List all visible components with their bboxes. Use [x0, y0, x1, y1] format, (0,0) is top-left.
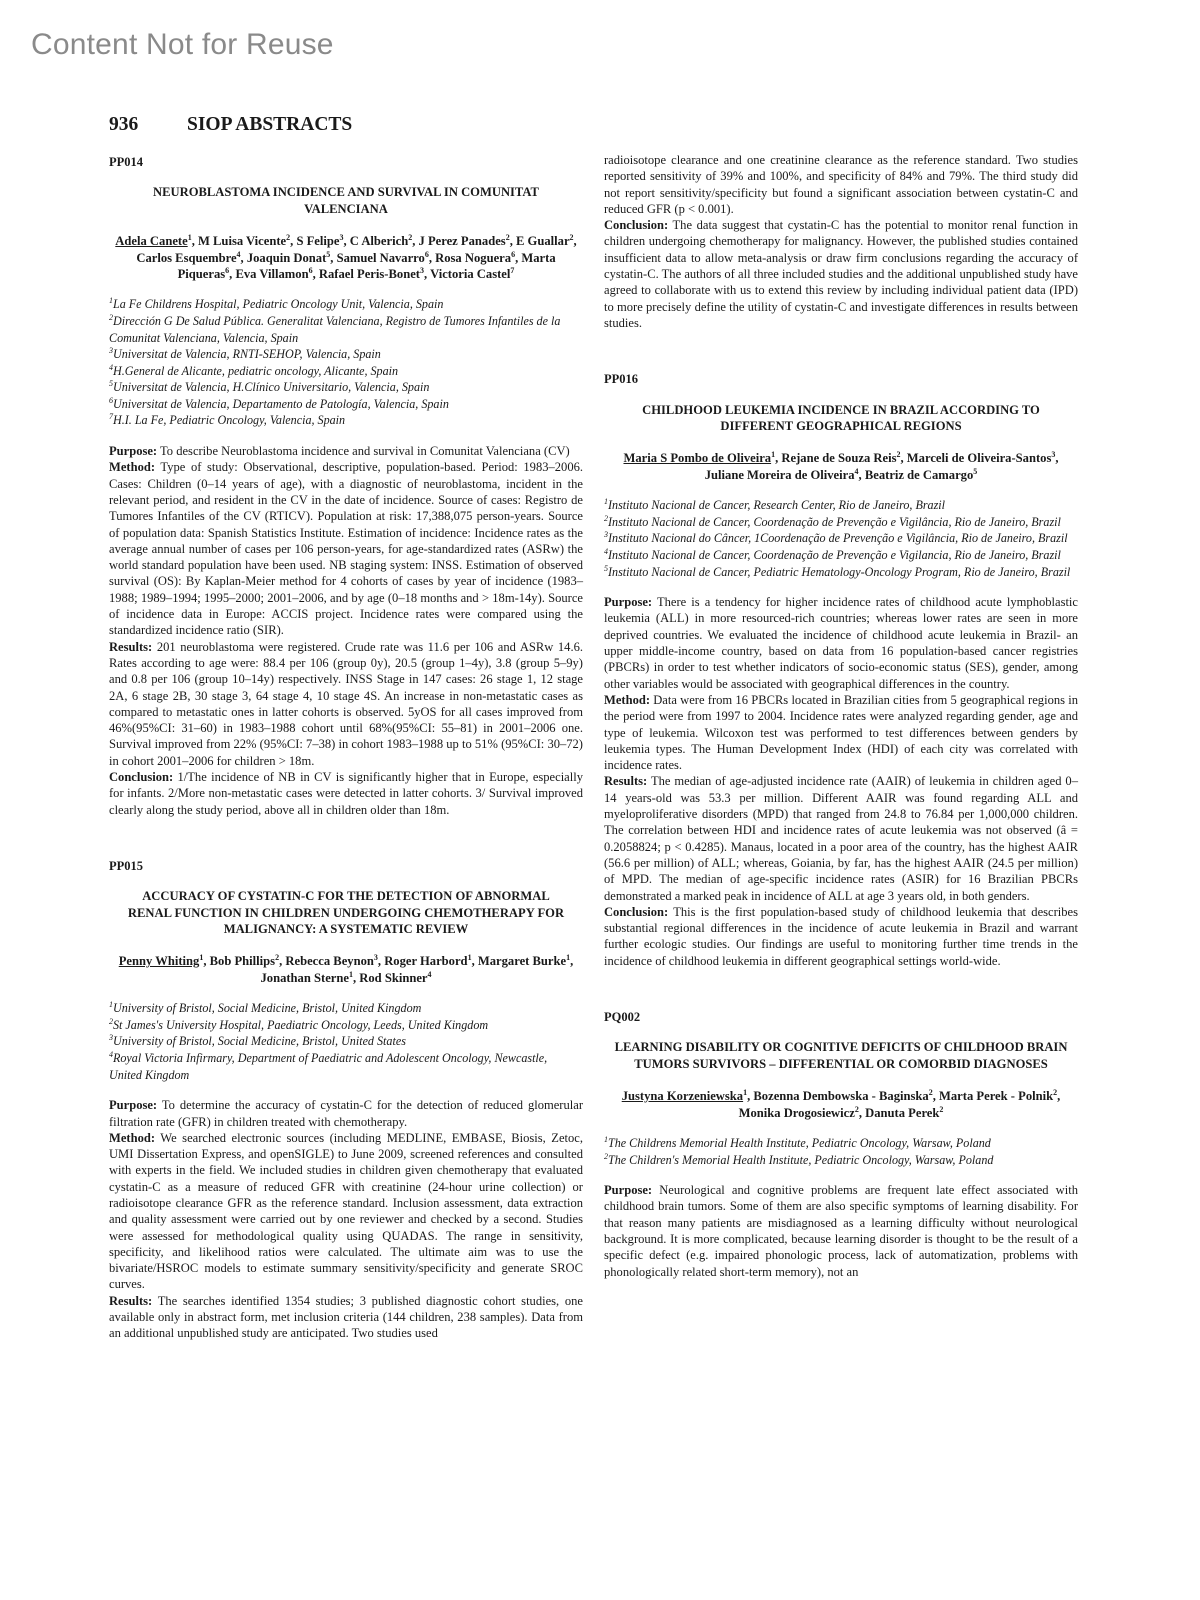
- author-name: Samuel Navarro: [336, 250, 425, 265]
- affiliation-text: Instituto Nacional de Cancer, Research Center, Rio de Janeiro, Brazil: [608, 498, 946, 513]
- affiliation-item: [109, 346, 583, 363]
- section-paragraph: [109, 443, 583, 459]
- section-paragraph: [109, 1130, 583, 1293]
- continued-results-text: radioisotope clearance and one creatinine clearance as the reference standard. Two studies reported sensitivity of 39% and 100%, and specificity of 84% and 79%. The third study did not report sensitivity/specificity but found a significant association between cystatin-C and reduced GFR (p < 0.001).: [604, 153, 1078, 216]
- author-name: E Guallar: [516, 234, 570, 249]
- author-name: S Felipe: [296, 234, 340, 249]
- affiliation-mark: 2: [408, 233, 413, 243]
- affiliation-text: University of Bristol, Social Medicine, Bristol, United States: [113, 1034, 406, 1049]
- affiliation-mark: 4: [427, 969, 432, 979]
- section-label: Purpose:: [109, 1098, 158, 1113]
- abstract-title: LEARNING DISABILITY OR COGNITIVE DEFICITS OF CHILDHOOD BRAIN TUMORS SURVIVORS – DIFFERENTIAL OR COMORBID DIAGNOSES: [614, 1040, 1068, 1071]
- affiliation-item: [604, 1135, 1078, 1152]
- author-name: Marta Piqueras: [177, 250, 556, 281]
- affiliation-mark: 3: [419, 265, 424, 275]
- section-label: Conclusion:: [604, 218, 669, 233]
- author-name: Juliane Moreira de Oliveira: [704, 467, 855, 482]
- section-text: We searched electronic sources (including MEDLINE, EMBASE, Biosis, Zetoc, UMI Dissertation Express, and openSIGLE) to June 2009, screened references and consulted with experts in the field. We included studies in children given chemotherapy that evaluated cystatin-C as a measure of reduced GFR with creatinine (24-hour urine collection) or radioisotope clearance GFR as the reference standard. Inclusion assessment, data extraction and quality assessment were carried out by one reviewer and checked by a second. Studies were assessed for methodological quality using QUADAS. The range in sensitivity, specificity, and likelihood ratios were calculated. The ultimate aim was to use the bivariate/HSROC models to estimate summary sensitivity/specificity and generate SROC curves.: [109, 1130, 583, 1292]
- watermark-text: Content Not for Reuse: [31, 28, 334, 61]
- affiliation-text: The Children's Memorial Health Institute, Pediatric Oncology, Warsaw, Poland: [608, 1152, 994, 1167]
- affiliation-number: 1: [109, 296, 113, 306]
- affiliation-item: [604, 497, 1078, 514]
- affiliation-number: 7: [109, 412, 113, 422]
- author-name: Rebecca Beynon: [285, 954, 374, 969]
- affiliation-mark: 7: [510, 265, 515, 275]
- affiliation-number: 5: [604, 563, 608, 573]
- author-name: C Alberich: [349, 234, 409, 249]
- abstract-pp015: [109, 858, 583, 1342]
- author-name: Bozenna Dembowska - Baginska: [753, 1089, 929, 1104]
- section-paragraph: [604, 594, 1078, 692]
- affiliation-mark: 2: [569, 233, 574, 243]
- affiliation-mark: 3: [1051, 450, 1056, 460]
- affiliation-item: [109, 1000, 583, 1017]
- section-label: Results:: [604, 774, 648, 789]
- section-text: The median of age-adjusted incidence rate (AAIR) of leukemia in children aged 0–14 years-old was 53.3 per million. Different AAIR was found regarding ALL and myeloproliferative disorders (MPD) that ranged from 24.8 to 76.84 per 1,000,000 children. The correlation between HDI and incidence rates of acute leukemia was not observed (â = 0.2058824; p < 0.4285). Manaus, located in a poor area of the country, has the highest AAIR (56.6 per million) of ALL; whereas, Goiania, by far, has the highest AAIR (24.5 per million) of MPD. The median of age-specific incidence rates (ASIR) for 16 Brazilian PBCRs demonstrated a marked peak in incidence of ALL at age 3 years old, in both genders.: [604, 774, 1078, 903]
- author-name: Rejane de Souza Reis: [781, 451, 897, 466]
- section-label: Method:: [109, 460, 155, 475]
- section-label: Purpose:: [109, 444, 158, 459]
- affiliation-number: 1: [109, 1000, 113, 1010]
- author-name: Eva Villamon: [235, 266, 309, 281]
- abstract-title: ACCURACY OF CYSTATIN-C FOR THE DETECTION OF ABNORMAL RENAL FUNCTION IN CHILDREN UNDERGOING CHEMOTHERAPY FOR MALIGNANCY: A SYSTEMATIC REVIEW: [127, 889, 565, 937]
- left-column: [109, 154, 583, 1342]
- author-name: J Perez Panades: [418, 234, 506, 249]
- section-text: 1/The incidence of NB in CV is significantly higher that in Europe, especially for infants. 2/More non-metastatic cases were detected in latter cohorts. 3/ Survival improved clearly along the study period, above all in children older than 18m.: [109, 770, 583, 817]
- author-name: Danuta Perek: [865, 1105, 940, 1120]
- presenting-author: Justyna Korzeniewska: [621, 1089, 744, 1104]
- affiliation-number: 2: [109, 1016, 113, 1026]
- affiliation-number: 1: [604, 1134, 608, 1144]
- affiliation-item: [604, 547, 1078, 564]
- author-name: Joaquin Donat: [246, 250, 327, 265]
- affiliation-mark: 2: [1053, 1088, 1058, 1098]
- presenting-author: Maria S Pombo de Oliveira: [623, 451, 772, 466]
- affiliation-text: Instituto Nacional de Cancer, Pediatric Hematology-Oncology Program, Rio de Janeiro, Brazil: [608, 564, 1071, 579]
- affiliation-mark: 1: [743, 1088, 748, 1098]
- affiliation-mark: 1: [771, 450, 776, 460]
- affiliation-mark: 2: [928, 1088, 933, 1098]
- section-paragraph: [109, 459, 583, 638]
- affiliation-text: La Fe Childrens Hospital, Pediatric Oncology Unit, Valencia, Spain: [113, 297, 444, 312]
- affiliation-number: 2: [109, 312, 113, 322]
- author-name: Beatriz de Camargo: [864, 467, 974, 482]
- affiliation-mark: 6: [225, 265, 230, 275]
- affiliation-mark: 6: [511, 249, 516, 259]
- abstract-id: PQ002: [604, 1009, 641, 1024]
- affiliation-mark: 4: [236, 249, 241, 259]
- author-list: Penny Whiting$^1$, Bob Phillips$^2$, Rebecca Beynon$^3$, Roger Harbord$^1$, Margaret Burke$^1$, Jonathan Sterne$^1$, Rod Skinner$^4$: [118, 953, 574, 985]
- affiliation-number: 3: [109, 1033, 113, 1043]
- author-name: M Luisa Vicente: [198, 234, 287, 249]
- affiliation-mark: 3: [339, 233, 344, 243]
- affiliation-number: 4: [109, 362, 113, 372]
- affiliation-item: [109, 1017, 583, 1034]
- affiliation-item: [604, 530, 1078, 547]
- section-label: Conclusion:: [109, 770, 174, 785]
- affiliation-number: 1: [604, 497, 608, 507]
- pp015-continued: [604, 217, 1078, 331]
- author-name: Marta Perek - Polnik: [939, 1089, 1054, 1104]
- affiliation-item: [604, 514, 1078, 531]
- affiliation-item: [109, 1050, 583, 1083]
- affiliation-item: [604, 564, 1078, 581]
- affiliation-mark: 1: [199, 953, 204, 963]
- affiliation-text: Universitat de Valencia, H.Clínico Universitario, Valencia, Spain: [113, 380, 430, 395]
- author-list: Justyna Korzeniewska$^1$, Bozenna Dembowska - Baginska$^2$, Marta Perek - Polnik$^2$, Monika Drogosiewicz$^2$, Danuta Perek$^2$: [621, 1088, 1061, 1120]
- author-list: Maria S Pombo de Oliveira$^1$, Rejane de Souza Reis$^2$, Marceli de Oliveira-Santos$^3$, Juliane Moreira de Oliveira$^4$, Beatriz de Camargo$^5$: [623, 450, 1059, 482]
- author-name: Victoria Castel: [430, 266, 511, 281]
- affiliation-mark: 2: [854, 1104, 859, 1114]
- affiliation-list: [109, 1000, 583, 1083]
- journal-title: SIOP ABSTRACTS: [187, 114, 353, 135]
- author-name: Monika Drogosiewicz: [738, 1105, 855, 1120]
- affiliation-item: [109, 363, 583, 380]
- section-label: Purpose:: [604, 1183, 653, 1198]
- section-label: Conclusion:: [604, 904, 669, 919]
- author-name: Rafael Peris-Bonet: [318, 266, 420, 281]
- author-name: Jonathan Sterne: [260, 970, 349, 985]
- affiliation-text: The Childrens Memorial Health Institute, Pediatric Oncology, Warsaw, Poland: [608, 1135, 991, 1150]
- author-name: Marceli de Oliveira-Santos: [906, 451, 1052, 466]
- section-label: Results:: [109, 639, 153, 654]
- presenting-author: Penny Whiting: [118, 954, 200, 969]
- affiliation-number: 3: [109, 346, 113, 356]
- affiliation-text: H.General de Alicante, pediatric oncology, Alicante, Spain: [113, 363, 399, 378]
- affiliation-number: 2: [604, 1151, 608, 1161]
- affiliation-item: [109, 1033, 583, 1050]
- running-header: [109, 114, 352, 136]
- author-name: Roger Harbord: [384, 954, 468, 969]
- abstract-title: CHILDHOOD LEUKEMIA INCIDENCE IN BRAZIL ACCORDING TO DIFFERENT GEOGRAPHICAL REGIONS: [642, 402, 1040, 433]
- affiliation-mark: 2: [286, 233, 291, 243]
- affiliation-mark: 3: [373, 953, 378, 963]
- affiliation-number: 4: [109, 1050, 113, 1060]
- affiliation-text: University of Bristol, Social Medicine, Bristol, United Kingdom: [113, 1001, 422, 1016]
- abstract-pq002: [604, 1009, 1078, 1280]
- affiliation-text: Instituto Nacional do Câncer, 1Coordenação de Prevenção e Vigilância, Rio de Janeiro, Brazil: [608, 531, 1068, 546]
- author-name: Rosa Noguera: [435, 250, 512, 265]
- affiliation-text: H.I. La Fe, Pediatric Oncology, Valencia, Spain: [113, 413, 346, 428]
- affiliation-mark: 1: [467, 953, 472, 963]
- affiliation-text: Universitat de Valencia, Departamento de Patología, Valencia, Spain: [113, 396, 449, 411]
- affiliation-list: [604, 497, 1078, 580]
- affiliation-mark: 6: [308, 265, 313, 275]
- affiliation-mark: 2: [275, 953, 280, 963]
- section-text: There is a tendency for higher incidence rates of childhood acute lymphoblastic leukemia (ALL) in more resourced-rich countries; whereas lower rates are seen in more deprived countries. We evaluated the incidence of childhood acute leukemia in Brazil- an upper middle-income country, based on data from 16 population-based cancer registries (PBCRs) in order to test whether indicators of socio-economic status (SES), gender, among other variables would be associated with geographical differences in the country.: [604, 595, 1078, 691]
- affiliation-text: Instituto Nacional de Cancer, Coordenação de Prevenção e Vigilância, Rio de Janeiro, Brazil: [608, 514, 1061, 529]
- author-name: Bob Phillips: [209, 954, 276, 969]
- affiliation-mark: 1: [348, 969, 353, 979]
- abstract-id: PP015: [109, 858, 144, 873]
- abstract-pp014: [109, 154, 583, 818]
- section-paragraph: [604, 692, 1078, 773]
- section-text: This is the first population-based study of childhood leukemia that describes substantial regional differences in the incidence of acute leukemia in Brazil and warrant further ecologic studies. Our findings are useful to monitoring further time trends in the incidence of childhood leukemia in different geographical settings world-wide.: [604, 904, 1078, 968]
- affiliation-text: Instituto Nacional de Cancer, Coordenação de Prevenção e Vigilancia, Rio de Janeiro, Brazil: [608, 547, 1061, 562]
- abstract-id: PP014: [109, 155, 144, 169]
- affiliation-list: [604, 1135, 1078, 1168]
- section-paragraph: [109, 1097, 583, 1130]
- section-paragraph: [109, 639, 583, 769]
- section-paragraph: [109, 1293, 583, 1342]
- affiliation-number: 4: [604, 546, 608, 556]
- page-number: 936: [109, 114, 139, 135]
- section-label: Method:: [109, 1130, 155, 1145]
- section-paragraph: [604, 217, 1078, 331]
- author-list: Adela Canete$^1$, M Luisa Vicente$^2$, S Felipe$^3$, C Alberich$^2$, J Perez Panades$^2$, E Guallar$^2$, Carlos Esquembre$^4$, Joaquin Donat$^5$, Samuel Navarro$^6$, Rosa Noguera$^6$, Marta Piqueras$^6$, Eva Villamon$^6$, Rafael Peris-Bonet$^3$, Victoria Castel$^7$: [115, 233, 577, 281]
- affiliation-mark: 2: [939, 1104, 944, 1114]
- affiliation-mark: 2: [896, 450, 901, 460]
- affiliation-number: 2: [604, 513, 608, 523]
- section-text: To describe Neuroblastoma incidence and survival in Comunitat Valenciana (CV): [160, 444, 570, 459]
- affiliation-number: 3: [604, 530, 608, 540]
- section-text: Type of study: Observational, descriptive, population-based. Period: 1983–2006. Cases: Children (0–14 years of age), with a diagnostic of neuroblastoma, incident in the relevant period, and resident in the CV in the date of incidence. Source of cases: Registro de Tumores Infantiles of the CV (RTICV). Population at risk: 17,388,075 person-years. Source of population data: Spanish Statistics Institute. Estimation of incidence: Incidence rates as the average annual number of cases per 106 person-years, for age-standardized rates (ASRw) the world standard population have been used. NB staging system: INSS. Estimation of observed survival (OS): By Kaplan-Meier method for 4 cohorts of cases by year of incidence (1983–1988; 1989–1994; 1995–2000; 2001–2006, and by age (0–18 months and > 18m-14y). Source of incidence data in Europe: ACCIS project. Incidence rates were compared using the standardized incidence ratio (SIR).: [109, 460, 583, 638]
- abstract-id: PP016: [604, 372, 639, 387]
- affiliation-item: [109, 412, 583, 429]
- affiliation-mark: 5: [326, 249, 331, 259]
- affiliation-mark: 1: [187, 233, 192, 243]
- abstract-pp016: [604, 371, 1078, 969]
- affiliation-number: 6: [109, 395, 113, 405]
- affiliation-text: Royal Victoria Infirmary, Department of Paediatric and Adolescent Oncology, Newcastle, United Kingdom: [109, 1051, 548, 1082]
- affiliation-text: St James's University Hospital, Paediatric Oncology, Leeds, United Kingdom: [113, 1017, 489, 1032]
- affiliation-item: [109, 296, 583, 313]
- abstract-title: NEUROBLASTOMA INCIDENCE AND SURVIVAL IN COMUNITAT VALENCIANA: [153, 185, 539, 216]
- affiliation-text: Dirección G De Salud Pública. Generalitat Valenciana, Registro de Tumores Infantiles de la Comunitat Valenciana, Valencia, Spain: [109, 313, 561, 345]
- affiliation-item: [109, 379, 583, 396]
- section-text: The data suggest that cystatin-C has the potential to monitor renal function in children undergoing chemotherapy for malignancy. However, the published studies contained insufficient data to allow meta-analysis or draw firm conclusions regarding the accuracy of cystatin-C. The authors of all three included studies and the additional unpublished study have agreed to collaborate with us to extend this review by including individual patient data (IPD) to more precisely define the utility of cystatin-C and investigate differences in results between studies.: [604, 218, 1078, 330]
- affiliation-mark: 1: [566, 953, 571, 963]
- section-label: Purpose:: [604, 595, 653, 610]
- presenting-author: Adela Canete: [115, 234, 188, 249]
- section-label: Method:: [604, 692, 650, 707]
- affiliation-item: [604, 1152, 1078, 1169]
- affiliation-item: [109, 396, 583, 413]
- affiliation-number: 5: [109, 379, 113, 389]
- affiliation-list: [109, 296, 583, 429]
- section-text: Neurological and cognitive problems are frequent late effect associated with childhood brain tumors. Some of them are also specific symptoms of learning disability. For that reason many patients are misdiagnosed as a learning difficulty without neurological background. It is more complicated, because learning disorder is thought to be the result of a specific defect (e.g. impaired phonologic process, lack of automatization, problems with phonologically related short-term memory), not an: [604, 1183, 1078, 1279]
- section-paragraph: [604, 1182, 1078, 1280]
- right-column: [604, 152, 1078, 1280]
- affiliation-text: Universitat de Valencia, RNTI-SEHOP, Valencia, Spain: [113, 347, 381, 362]
- section-text: Data were from 16 PBCRs located in Brazilian cities from 5 geographical regions in the period were from 1997 to 2004. Incidence rates were analyzed regarding gender, age and type of leukemia. Wilcoxon test was performed to test differences between genders by leukemia types. The Human Development Index (HDI) of each city was correlated with incidence rates.: [604, 692, 1078, 773]
- section-text: The searches identified 1354 studies; 3 published diagnostic cohort studies, one available only in abstract form, met inclusion criteria (144 children, 238 samples). Data from an additional unpublished study are anticipated. Two studies used: [109, 1293, 583, 1341]
- author-name: Carlos Esquembre: [136, 250, 237, 265]
- section-paragraph: [109, 769, 583, 818]
- section-text: To determine the accuracy of cystatin-C for the detection of reduced glomerular filtration rate (GFR) in children treated with chemotherapy.: [109, 1098, 583, 1129]
- affiliation-item: [109, 313, 583, 346]
- section-label: Results:: [109, 1293, 153, 1308]
- section-paragraph: [604, 904, 1078, 969]
- affiliation-mark: 5: [973, 466, 978, 476]
- section-text: 201 neuroblastoma were registered. Crude rate was 11.6 per 106 and ASRw 14.6. Rates according to age were: 88.4 per 106 (group 0y), 20.5 (group 1–4y), 3.8 (group 5–9y) and 0.8 per 106 (group 10–14y) respectively. INSS Stage in 147 cases: 26 stage 1, 12 stage 2A, 6 stage 2B, 30 stage 3, 64 stage 4, 10 stage 4S. An increase in non-metastatic cases as compared to metastatic ones in latter cohorts is observed. 5yOS for all cases improved from 46%(95%CI: 31–60) in 1983–1988 cohort until 68%(95%CI: 55–81) in 2001–2006 one. Survival improved from 22% (95%CI: 7–38) in cohort 1983–1988 up to 51% (95%CI: 30–72) in cohort 2001–2006 for children > 18m.: [109, 639, 583, 768]
- affiliation-mark: 2: [505, 233, 510, 243]
- section-paragraph: [604, 773, 1078, 903]
- affiliation-mark: 4: [854, 466, 859, 476]
- affiliation-mark: 6: [424, 249, 429, 259]
- author-name: Margaret Burke: [477, 954, 567, 969]
- author-name: Rod Skinner: [359, 970, 428, 985]
